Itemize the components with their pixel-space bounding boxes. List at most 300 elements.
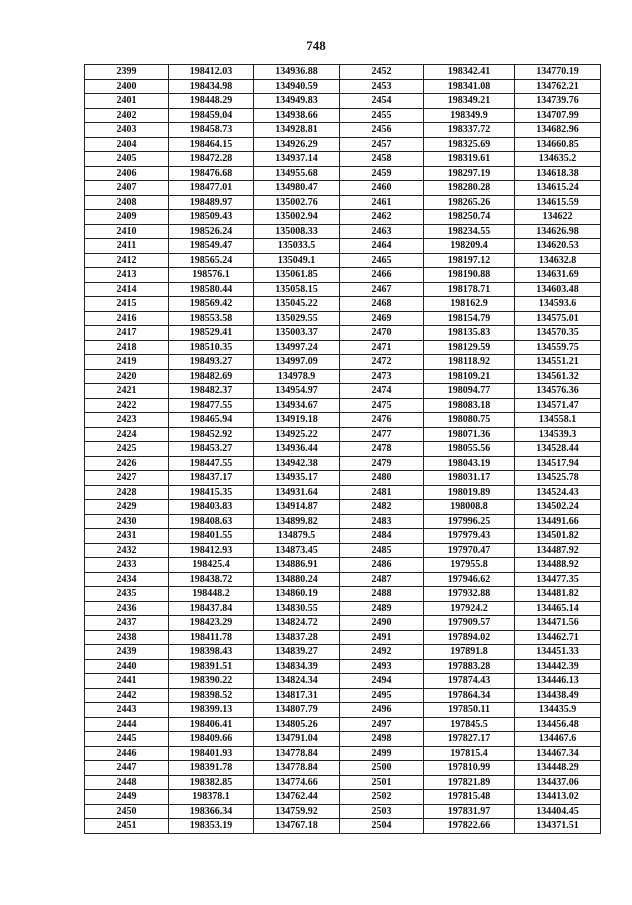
y-coordinate-left-cell: 134880.24 bbox=[254, 572, 340, 587]
point-number-right-cell: 2494 bbox=[340, 674, 424, 689]
point-number-left-cell: 2409 bbox=[85, 210, 169, 225]
point-number-right-cell: 2493 bbox=[340, 659, 424, 674]
y-coordinate-left-cell: 134980.47 bbox=[254, 181, 340, 196]
x-coordinate-left-cell: 198549.47 bbox=[169, 239, 254, 254]
table-row bbox=[85, 674, 601, 689]
x-coordinate-right-cell: 198118.92 bbox=[424, 355, 515, 370]
x-coordinate-left-cell: 198390.22 bbox=[169, 674, 254, 689]
table-row bbox=[85, 761, 601, 776]
point-number-right-cell: 2479 bbox=[340, 456, 424, 471]
point-number-left-cell: 2415 bbox=[85, 297, 169, 312]
point-number-left-cell: 2444 bbox=[85, 717, 169, 732]
y-coordinate-left-cell: 134955.68 bbox=[254, 166, 340, 181]
point-number-right-cell: 2489 bbox=[340, 601, 424, 616]
point-number-left-cell: 2447 bbox=[85, 761, 169, 776]
y-coordinate-right-cell: 134635.2 bbox=[515, 152, 601, 167]
coordinates-table-body bbox=[85, 65, 601, 834]
x-coordinate-right-cell: 198297.19 bbox=[424, 166, 515, 181]
point-number-left-cell: 2432 bbox=[85, 543, 169, 558]
x-coordinate-right-cell: 198325.69 bbox=[424, 137, 515, 152]
y-coordinate-left-cell: 134824.72 bbox=[254, 616, 340, 631]
y-coordinate-left-cell: 134997.09 bbox=[254, 355, 340, 370]
point-number-left-cell: 2414 bbox=[85, 282, 169, 297]
point-number-right-cell: 2485 bbox=[340, 543, 424, 558]
coordinates-table bbox=[84, 64, 601, 834]
x-coordinate-right-cell: 197946.62 bbox=[424, 572, 515, 587]
point-number-left-cell: 2430 bbox=[85, 514, 169, 529]
x-coordinate-right-cell: 197822.66 bbox=[424, 819, 515, 834]
x-coordinate-left-cell: 198398.43 bbox=[169, 645, 254, 660]
y-coordinate-right-cell: 134561.32 bbox=[515, 369, 601, 384]
point-number-right-cell: 2499 bbox=[340, 746, 424, 761]
y-coordinate-right-cell: 134488.92 bbox=[515, 558, 601, 573]
x-coordinate-left-cell: 198438.72 bbox=[169, 572, 254, 587]
x-coordinate-right-cell: 198109.21 bbox=[424, 369, 515, 384]
y-coordinate-right-cell: 134603.48 bbox=[515, 282, 601, 297]
x-coordinate-right-cell: 197955.8 bbox=[424, 558, 515, 573]
x-coordinate-left-cell: 198482.69 bbox=[169, 369, 254, 384]
x-coordinate-right-cell: 197891.8 bbox=[424, 645, 515, 660]
x-coordinate-left-cell: 198452.92 bbox=[169, 427, 254, 442]
x-coordinate-left-cell: 198403.83 bbox=[169, 500, 254, 515]
y-coordinate-right-cell: 134631.69 bbox=[515, 268, 601, 283]
y-coordinate-right-cell: 134371.51 bbox=[515, 819, 601, 834]
y-coordinate-right-cell: 134707.99 bbox=[515, 108, 601, 123]
y-coordinate-left-cell: 135002.76 bbox=[254, 195, 340, 210]
x-coordinate-right-cell: 197909.57 bbox=[424, 616, 515, 631]
y-coordinate-right-cell: 134615.24 bbox=[515, 181, 601, 196]
x-coordinate-right-cell: 197810.99 bbox=[424, 761, 515, 776]
y-coordinate-right-cell: 134481.82 bbox=[515, 587, 601, 602]
y-coordinate-left-cell: 134830.55 bbox=[254, 601, 340, 616]
point-number-left-cell: 2426 bbox=[85, 456, 169, 471]
y-coordinate-right-cell: 134551.21 bbox=[515, 355, 601, 370]
table-row bbox=[85, 616, 601, 631]
x-coordinate-left-cell: 198398.52 bbox=[169, 688, 254, 703]
y-coordinate-left-cell: 134931.64 bbox=[254, 485, 340, 500]
table-row bbox=[85, 137, 601, 152]
x-coordinate-right-cell: 198209.4 bbox=[424, 239, 515, 254]
y-coordinate-right-cell: 134739.76 bbox=[515, 94, 601, 109]
point-number-left-cell: 2446 bbox=[85, 746, 169, 761]
table-row bbox=[85, 166, 601, 181]
point-number-left-cell: 2443 bbox=[85, 703, 169, 718]
x-coordinate-right-cell: 198008.8 bbox=[424, 500, 515, 515]
table-row bbox=[85, 65, 601, 80]
y-coordinate-left-cell: 135003.37 bbox=[254, 326, 340, 341]
x-coordinate-left-cell: 198353.19 bbox=[169, 819, 254, 834]
x-coordinate-left-cell: 198477.55 bbox=[169, 398, 254, 413]
point-number-left-cell: 2402 bbox=[85, 108, 169, 123]
point-number-right-cell: 2452 bbox=[340, 65, 424, 80]
y-coordinate-right-cell: 134477.35 bbox=[515, 572, 601, 587]
point-number-left-cell: 2423 bbox=[85, 413, 169, 428]
y-coordinate-left-cell: 135045.22 bbox=[254, 297, 340, 312]
point-number-right-cell: 2468 bbox=[340, 297, 424, 312]
point-number-left-cell: 2441 bbox=[85, 674, 169, 689]
x-coordinate-left-cell: 198526.24 bbox=[169, 224, 254, 239]
y-coordinate-left-cell: 134936.44 bbox=[254, 442, 340, 457]
y-coordinate-right-cell: 134682.96 bbox=[515, 123, 601, 138]
point-number-right-cell: 2498 bbox=[340, 732, 424, 747]
point-number-right-cell: 2465 bbox=[340, 253, 424, 268]
point-number-left-cell: 2425 bbox=[85, 442, 169, 457]
point-number-left-cell: 2448 bbox=[85, 775, 169, 790]
y-coordinate-left-cell: 135058.15 bbox=[254, 282, 340, 297]
x-coordinate-right-cell: 198190.88 bbox=[424, 268, 515, 283]
x-coordinate-right-cell: 197815.48 bbox=[424, 790, 515, 805]
x-coordinate-right-cell: 198341.08 bbox=[424, 79, 515, 94]
y-coordinate-left-cell: 134937.14 bbox=[254, 152, 340, 167]
y-coordinate-left-cell: 134879.5 bbox=[254, 529, 340, 544]
point-number-left-cell: 2433 bbox=[85, 558, 169, 573]
y-coordinate-right-cell: 134435.9 bbox=[515, 703, 601, 718]
x-coordinate-left-cell: 198510.35 bbox=[169, 340, 254, 355]
point-number-left-cell: 2406 bbox=[85, 166, 169, 181]
table-row bbox=[85, 297, 601, 312]
point-number-left-cell: 2404 bbox=[85, 137, 169, 152]
y-coordinate-left-cell: 134949.83 bbox=[254, 94, 340, 109]
y-coordinate-right-cell: 134502.24 bbox=[515, 500, 601, 515]
point-number-left-cell: 2413 bbox=[85, 268, 169, 283]
point-number-left-cell: 2449 bbox=[85, 790, 169, 805]
x-coordinate-right-cell: 198129.59 bbox=[424, 340, 515, 355]
y-coordinate-left-cell: 134997.24 bbox=[254, 340, 340, 355]
table-row bbox=[85, 268, 601, 283]
x-coordinate-right-cell: 198280.28 bbox=[424, 181, 515, 196]
y-coordinate-right-cell: 134501.82 bbox=[515, 529, 601, 544]
point-number-right-cell: 2461 bbox=[340, 195, 424, 210]
x-coordinate-right-cell: 197874.43 bbox=[424, 674, 515, 689]
point-number-left-cell: 2451 bbox=[85, 819, 169, 834]
x-coordinate-right-cell: 197845.5 bbox=[424, 717, 515, 732]
x-coordinate-right-cell: 198162.9 bbox=[424, 297, 515, 312]
y-coordinate-left-cell: 134805.26 bbox=[254, 717, 340, 732]
point-number-left-cell: 2420 bbox=[85, 369, 169, 384]
x-coordinate-right-cell: 198337.72 bbox=[424, 123, 515, 138]
y-coordinate-left-cell: 134778.84 bbox=[254, 761, 340, 776]
point-number-left-cell: 2442 bbox=[85, 688, 169, 703]
y-coordinate-right-cell: 134471.56 bbox=[515, 616, 601, 631]
y-coordinate-right-cell: 134559.75 bbox=[515, 340, 601, 355]
table-row bbox=[85, 529, 601, 544]
point-number-left-cell: 2408 bbox=[85, 195, 169, 210]
y-coordinate-right-cell: 134465.14 bbox=[515, 601, 601, 616]
y-coordinate-right-cell: 134571.47 bbox=[515, 398, 601, 413]
y-coordinate-left-cell: 134791.04 bbox=[254, 732, 340, 747]
point-number-right-cell: 2482 bbox=[340, 500, 424, 515]
table-row bbox=[85, 659, 601, 674]
point-number-left-cell: 2422 bbox=[85, 398, 169, 413]
y-coordinate-right-cell: 134467.34 bbox=[515, 746, 601, 761]
table-row bbox=[85, 239, 601, 254]
point-number-right-cell: 2492 bbox=[340, 645, 424, 660]
x-coordinate-right-cell: 197883.28 bbox=[424, 659, 515, 674]
y-coordinate-right-cell: 134660.85 bbox=[515, 137, 601, 152]
x-coordinate-right-cell: 198319.61 bbox=[424, 152, 515, 167]
x-coordinate-left-cell: 198489.97 bbox=[169, 195, 254, 210]
y-coordinate-left-cell: 135029.55 bbox=[254, 311, 340, 326]
point-number-left-cell: 2429 bbox=[85, 500, 169, 515]
point-number-left-cell: 2421 bbox=[85, 384, 169, 399]
y-coordinate-right-cell: 134451.33 bbox=[515, 645, 601, 660]
y-coordinate-right-cell: 134404.45 bbox=[515, 804, 601, 819]
y-coordinate-left-cell: 134925.22 bbox=[254, 427, 340, 442]
y-coordinate-right-cell: 134491.66 bbox=[515, 514, 601, 529]
point-number-left-cell: 2445 bbox=[85, 732, 169, 747]
point-number-right-cell: 2503 bbox=[340, 804, 424, 819]
x-coordinate-left-cell: 198382.85 bbox=[169, 775, 254, 790]
x-coordinate-right-cell: 197831.97 bbox=[424, 804, 515, 819]
y-coordinate-left-cell: 134837.28 bbox=[254, 630, 340, 645]
y-coordinate-left-cell: 134926.29 bbox=[254, 137, 340, 152]
table-row bbox=[85, 108, 601, 123]
y-coordinate-right-cell: 134448.29 bbox=[515, 761, 601, 776]
y-coordinate-left-cell: 134942.38 bbox=[254, 456, 340, 471]
table-row bbox=[85, 688, 601, 703]
x-coordinate-left-cell: 198408.63 bbox=[169, 514, 254, 529]
x-coordinate-right-cell: 197970.47 bbox=[424, 543, 515, 558]
y-coordinate-left-cell: 134860.19 bbox=[254, 587, 340, 602]
x-coordinate-left-cell: 198447.55 bbox=[169, 456, 254, 471]
table-row bbox=[85, 717, 601, 732]
point-number-left-cell: 2407 bbox=[85, 181, 169, 196]
point-number-right-cell: 2455 bbox=[340, 108, 424, 123]
table-row bbox=[85, 152, 601, 167]
y-coordinate-right-cell: 134446.13 bbox=[515, 674, 601, 689]
point-number-right-cell: 2495 bbox=[340, 688, 424, 703]
x-coordinate-right-cell: 198349.9 bbox=[424, 108, 515, 123]
y-coordinate-right-cell: 134626.98 bbox=[515, 224, 601, 239]
point-number-right-cell: 2466 bbox=[340, 268, 424, 283]
table-row bbox=[85, 514, 601, 529]
table-row bbox=[85, 543, 601, 558]
point-number-left-cell: 2427 bbox=[85, 471, 169, 486]
point-number-left-cell: 2416 bbox=[85, 311, 169, 326]
table-row bbox=[85, 123, 601, 138]
y-coordinate-right-cell: 134442.39 bbox=[515, 659, 601, 674]
y-coordinate-left-cell: 134873.45 bbox=[254, 543, 340, 558]
y-coordinate-right-cell: 134487.92 bbox=[515, 543, 601, 558]
table-row bbox=[85, 224, 601, 239]
point-number-left-cell: 2439 bbox=[85, 645, 169, 660]
x-coordinate-right-cell: 197815.4 bbox=[424, 746, 515, 761]
y-coordinate-right-cell: 134467.6 bbox=[515, 732, 601, 747]
y-coordinate-right-cell: 134615.59 bbox=[515, 195, 601, 210]
x-coordinate-right-cell: 197894.02 bbox=[424, 630, 515, 645]
y-coordinate-right-cell: 134632.8 bbox=[515, 253, 601, 268]
x-coordinate-right-cell: 198178.71 bbox=[424, 282, 515, 297]
point-number-right-cell: 2472 bbox=[340, 355, 424, 370]
y-coordinate-left-cell: 134839.27 bbox=[254, 645, 340, 660]
y-coordinate-left-cell: 134774.66 bbox=[254, 775, 340, 790]
table-row bbox=[85, 485, 601, 500]
y-coordinate-left-cell: 134978.9 bbox=[254, 369, 340, 384]
y-coordinate-left-cell: 135008.33 bbox=[254, 224, 340, 239]
x-coordinate-left-cell: 198391.51 bbox=[169, 659, 254, 674]
point-number-right-cell: 2504 bbox=[340, 819, 424, 834]
point-number-right-cell: 2481 bbox=[340, 485, 424, 500]
y-coordinate-right-cell: 134593.6 bbox=[515, 297, 601, 312]
table-row bbox=[85, 326, 601, 341]
y-coordinate-right-cell: 134525.78 bbox=[515, 471, 601, 486]
x-coordinate-right-cell: 197864.34 bbox=[424, 688, 515, 703]
x-coordinate-left-cell: 198482.37 bbox=[169, 384, 254, 399]
point-number-right-cell: 2456 bbox=[340, 123, 424, 138]
table-row bbox=[85, 427, 601, 442]
x-coordinate-right-cell: 198031.17 bbox=[424, 471, 515, 486]
y-coordinate-left-cell: 134936.88 bbox=[254, 65, 340, 80]
point-number-right-cell: 2462 bbox=[340, 210, 424, 225]
x-coordinate-left-cell: 198569.42 bbox=[169, 297, 254, 312]
x-coordinate-right-cell: 198349.21 bbox=[424, 94, 515, 109]
point-number-left-cell: 2424 bbox=[85, 427, 169, 442]
point-number-left-cell: 2417 bbox=[85, 326, 169, 341]
x-coordinate-right-cell: 198094.77 bbox=[424, 384, 515, 399]
table-row bbox=[85, 456, 601, 471]
table-row bbox=[85, 630, 601, 645]
y-coordinate-left-cell: 134778.84 bbox=[254, 746, 340, 761]
point-number-right-cell: 2500 bbox=[340, 761, 424, 776]
y-coordinate-left-cell: 134767.18 bbox=[254, 819, 340, 834]
x-coordinate-left-cell: 198476.68 bbox=[169, 166, 254, 181]
y-coordinate-left-cell: 134824.34 bbox=[254, 674, 340, 689]
table-row bbox=[85, 413, 601, 428]
point-number-left-cell: 2412 bbox=[85, 253, 169, 268]
y-coordinate-right-cell: 134622 bbox=[515, 210, 601, 225]
y-coordinate-right-cell: 134558.1 bbox=[515, 413, 601, 428]
point-number-right-cell: 2502 bbox=[340, 790, 424, 805]
table-row bbox=[85, 572, 601, 587]
x-coordinate-left-cell: 198529.41 bbox=[169, 326, 254, 341]
x-coordinate-right-cell: 198055.56 bbox=[424, 442, 515, 457]
table-row bbox=[85, 195, 601, 210]
y-coordinate-right-cell: 134762.21 bbox=[515, 79, 601, 94]
x-coordinate-left-cell: 198411.78 bbox=[169, 630, 254, 645]
x-coordinate-right-cell: 197996.25 bbox=[424, 514, 515, 529]
table-row bbox=[85, 442, 601, 457]
y-coordinate-left-cell: 134919.18 bbox=[254, 413, 340, 428]
point-number-right-cell: 2475 bbox=[340, 398, 424, 413]
y-coordinate-left-cell: 135061.85 bbox=[254, 268, 340, 283]
y-coordinate-left-cell: 134914.87 bbox=[254, 500, 340, 515]
point-number-right-cell: 2469 bbox=[340, 311, 424, 326]
point-number-left-cell: 2438 bbox=[85, 630, 169, 645]
x-coordinate-left-cell: 198553.58 bbox=[169, 311, 254, 326]
x-coordinate-left-cell: 198406.41 bbox=[169, 717, 254, 732]
point-number-left-cell: 2411 bbox=[85, 239, 169, 254]
page-number: 748 bbox=[306, 38, 326, 53]
point-number-right-cell: 2454 bbox=[340, 94, 424, 109]
point-number-right-cell: 2476 bbox=[340, 413, 424, 428]
point-number-left-cell: 2450 bbox=[85, 804, 169, 819]
table-row bbox=[85, 732, 601, 747]
x-coordinate-left-cell: 198412.93 bbox=[169, 543, 254, 558]
x-coordinate-right-cell: 198342.41 bbox=[424, 65, 515, 80]
y-coordinate-right-cell: 134576.36 bbox=[515, 384, 601, 399]
x-coordinate-right-cell: 198135.83 bbox=[424, 326, 515, 341]
table-row bbox=[85, 804, 601, 819]
y-coordinate-left-cell: 135049.1 bbox=[254, 253, 340, 268]
y-coordinate-left-cell: 134762.44 bbox=[254, 790, 340, 805]
x-coordinate-left-cell: 198509.43 bbox=[169, 210, 254, 225]
x-coordinate-left-cell: 198401.93 bbox=[169, 746, 254, 761]
x-coordinate-right-cell: 198234.55 bbox=[424, 224, 515, 239]
y-coordinate-right-cell: 134770.19 bbox=[515, 65, 601, 80]
point-number-right-cell: 2484 bbox=[340, 529, 424, 544]
point-number-right-cell: 2463 bbox=[340, 224, 424, 239]
x-coordinate-left-cell: 198434.98 bbox=[169, 79, 254, 94]
point-number-left-cell: 2436 bbox=[85, 601, 169, 616]
table-row bbox=[85, 645, 601, 660]
table-row bbox=[85, 558, 601, 573]
table-row bbox=[85, 746, 601, 761]
table-row bbox=[85, 181, 601, 196]
point-number-left-cell: 2405 bbox=[85, 152, 169, 167]
y-coordinate-left-cell: 134954.97 bbox=[254, 384, 340, 399]
x-coordinate-left-cell: 198477.01 bbox=[169, 181, 254, 196]
x-coordinate-left-cell: 198401.55 bbox=[169, 529, 254, 544]
table-row bbox=[85, 398, 601, 413]
y-coordinate-right-cell: 134517.94 bbox=[515, 456, 601, 471]
x-coordinate-right-cell: 198197.12 bbox=[424, 253, 515, 268]
point-number-right-cell: 2457 bbox=[340, 137, 424, 152]
x-coordinate-left-cell: 198458.73 bbox=[169, 123, 254, 138]
x-coordinate-right-cell: 197979.43 bbox=[424, 529, 515, 544]
table-row bbox=[85, 471, 601, 486]
point-number-right-cell: 2477 bbox=[340, 427, 424, 442]
point-number-right-cell: 2496 bbox=[340, 703, 424, 718]
table-row bbox=[85, 384, 601, 399]
point-number-right-cell: 2467 bbox=[340, 282, 424, 297]
x-coordinate-right-cell: 198071.36 bbox=[424, 427, 515, 442]
x-coordinate-left-cell: 198423.29 bbox=[169, 616, 254, 631]
x-coordinate-right-cell: 198019.89 bbox=[424, 485, 515, 500]
y-coordinate-right-cell: 134570.35 bbox=[515, 326, 601, 341]
point-number-right-cell: 2491 bbox=[340, 630, 424, 645]
y-coordinate-left-cell: 134817.31 bbox=[254, 688, 340, 703]
y-coordinate-right-cell: 134524.43 bbox=[515, 485, 601, 500]
point-number-right-cell: 2471 bbox=[340, 340, 424, 355]
table-row bbox=[85, 601, 601, 616]
x-coordinate-left-cell: 198409.66 bbox=[169, 732, 254, 747]
y-coordinate-left-cell: 134934.67 bbox=[254, 398, 340, 413]
y-coordinate-right-cell: 134437.06 bbox=[515, 775, 601, 790]
x-coordinate-right-cell: 197827.17 bbox=[424, 732, 515, 747]
point-number-left-cell: 2399 bbox=[85, 65, 169, 80]
point-number-left-cell: 2410 bbox=[85, 224, 169, 239]
table-row bbox=[85, 311, 601, 326]
table-row bbox=[85, 500, 601, 515]
table-row bbox=[85, 790, 601, 805]
point-number-left-cell: 2434 bbox=[85, 572, 169, 587]
x-coordinate-right-cell: 197924.2 bbox=[424, 601, 515, 616]
point-number-right-cell: 2490 bbox=[340, 616, 424, 631]
point-number-right-cell: 2470 bbox=[340, 326, 424, 341]
x-coordinate-left-cell: 198448.2 bbox=[169, 587, 254, 602]
x-coordinate-right-cell: 198265.26 bbox=[424, 195, 515, 210]
x-coordinate-left-cell: 198425.4 bbox=[169, 558, 254, 573]
x-coordinate-right-cell: 197821.89 bbox=[424, 775, 515, 790]
x-coordinate-right-cell: 198250.74 bbox=[424, 210, 515, 225]
point-number-right-cell: 2473 bbox=[340, 369, 424, 384]
x-coordinate-right-cell: 197850.11 bbox=[424, 703, 515, 718]
point-number-right-cell: 2464 bbox=[340, 239, 424, 254]
x-coordinate-left-cell: 198366.34 bbox=[169, 804, 254, 819]
table-row bbox=[85, 340, 601, 355]
x-coordinate-right-cell: 198154.79 bbox=[424, 311, 515, 326]
x-coordinate-right-cell: 198043.19 bbox=[424, 456, 515, 471]
